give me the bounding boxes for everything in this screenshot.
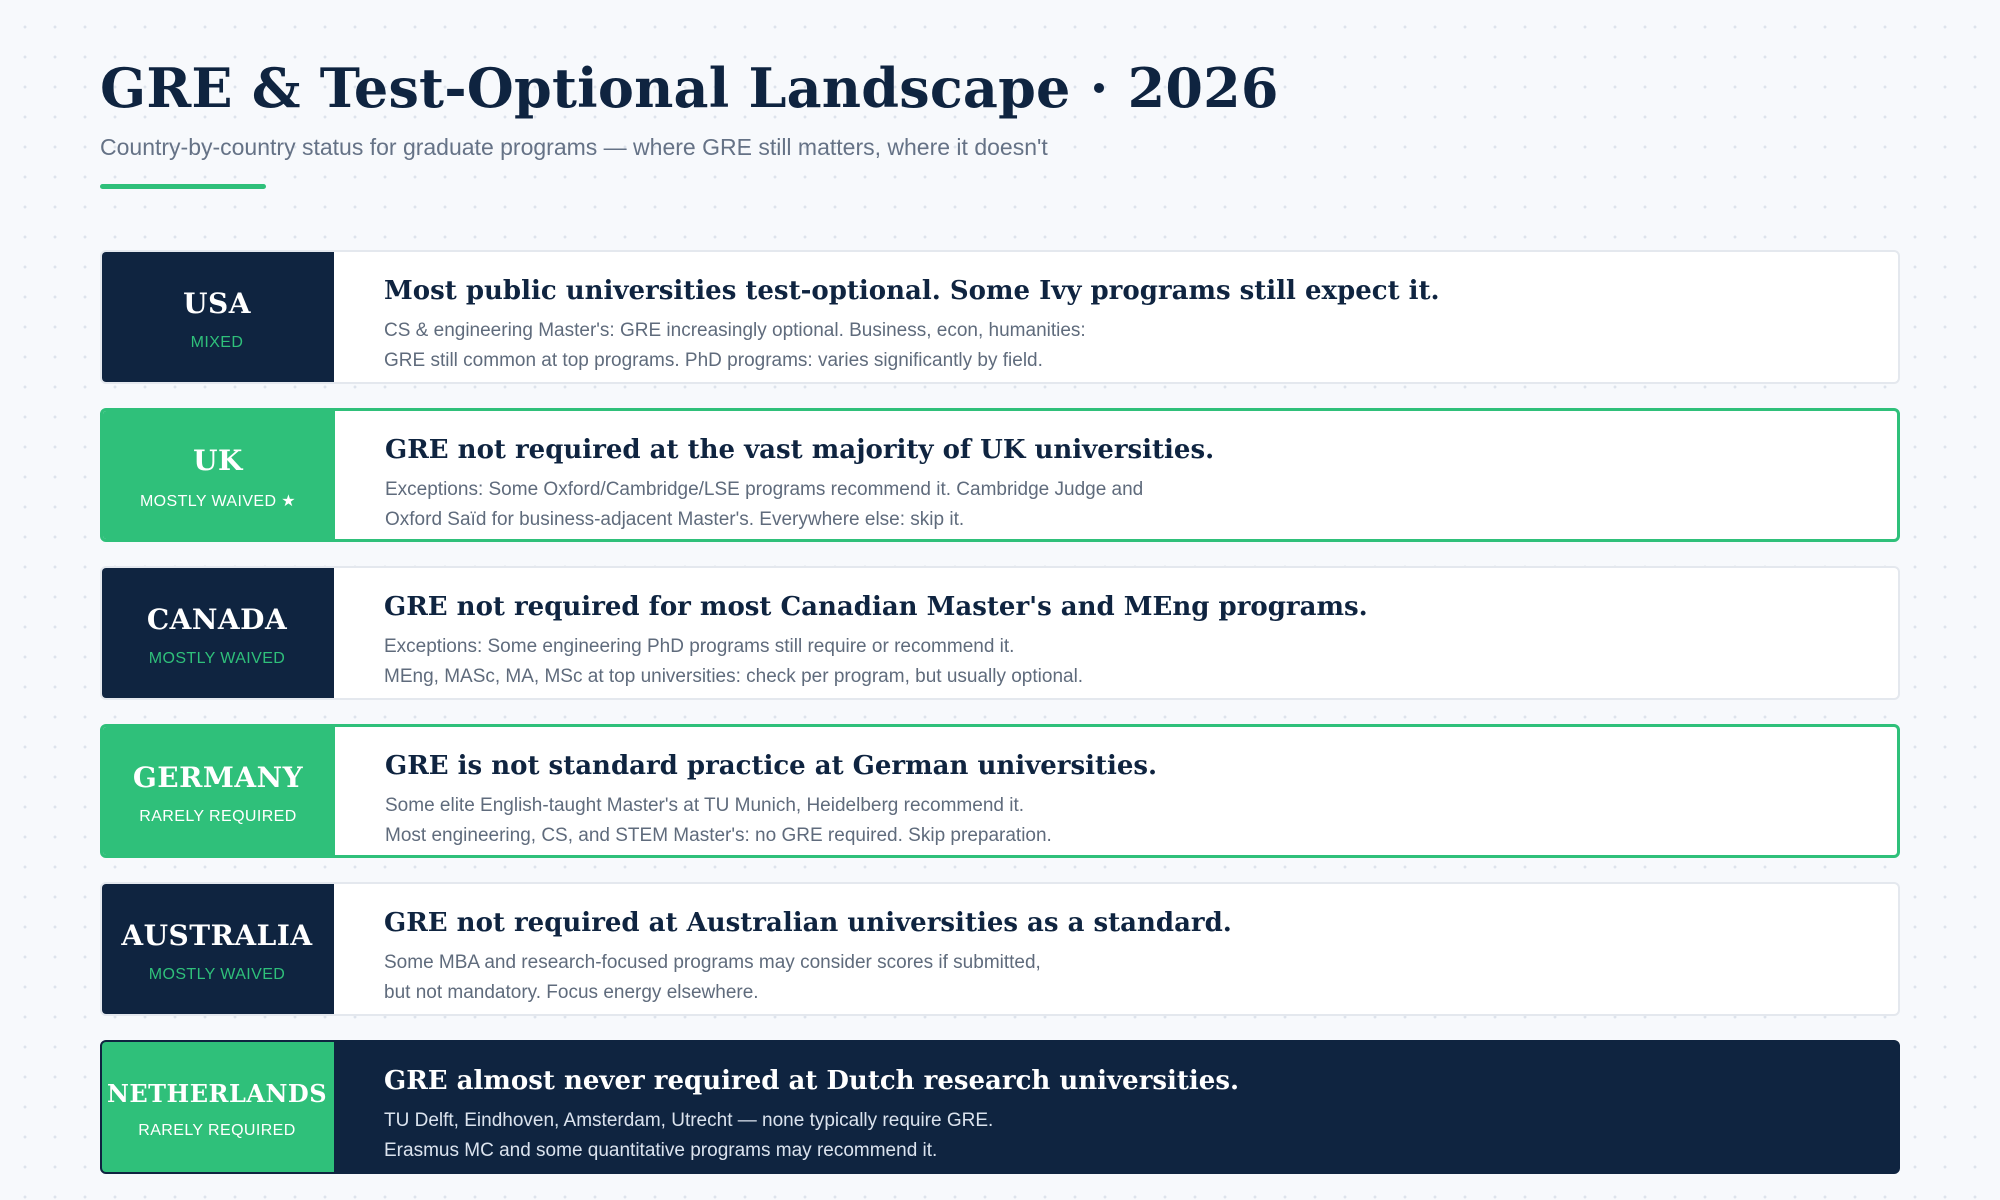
country-detail [384,948,1898,1008]
country-headline: GRE is not standard practice at German universities. [385,751,1158,781]
country-status: RARELY REQUIRED [139,807,297,825]
country-badge [101,725,335,857]
country-row-netherlands [100,1040,1900,1174]
country-status: MOSTLY WAIVED ★ [139,492,297,510]
country-badge [101,409,335,541]
detail-line: MEng, MASc, MA, MSc at top universities: check per program, but usually optional. [384,666,1084,687]
detail-line: GRE still common at top programs. PhD programs: varies significantly by field. [384,350,1043,371]
country-row-australia [100,882,1900,1016]
detail-line: Erasmus MC and some quantitative programs may recommend it. [384,1140,938,1161]
country-row-canada [100,566,1900,700]
country-detail [385,475,1897,535]
country-badge [100,882,334,1016]
detail-line: Most engineering, CS, and STEM Master's: no GRE required. Skip preparation. [385,825,1052,846]
country-status: MOSTLY WAIVED [148,965,286,983]
country-headline: GRE not required at Australian universities as a standard. [384,908,1232,938]
country-detail [384,316,1898,376]
country-content [335,727,1897,855]
country-name: GERMANY [132,760,304,794]
country-name: AUSTRALIA [121,918,313,952]
country-content [334,1042,1898,1172]
detail-line: Exceptions: Some engineering PhD programs still require or recommend it. [384,636,1015,657]
country-name: UK [193,443,243,477]
country-row-usa [100,250,1900,384]
country-headline: GRE not required at the vast majority of UK universities. [385,435,1215,465]
country-content [335,411,1897,539]
country-name: USA [183,286,251,320]
country-name: CANADA [146,602,288,636]
country-badge [100,566,334,700]
country-row-uk [100,408,1900,542]
country-content [334,568,1898,698]
country-detail [384,1106,1898,1166]
country-name: NETHERLANDS [106,1078,328,1108]
country-list [100,250,1900,1198]
country-headline: Most public universities test-optional. Some Ivy programs still expect it. [384,276,1440,306]
country-badge [100,1040,334,1174]
country-status: MOSTLY WAIVED [148,649,286,667]
detail-line: Oxford Saïd for business-adjacent Master's. Everywhere else: skip it. [385,509,965,530]
detail-line: but not mandatory. Focus energy elsewhere. [384,982,759,1003]
country-detail [384,632,1898,692]
country-status: RARELY REQUIRED [138,1121,296,1139]
detail-line: CS & engineering Master's: GRE increasingly optional. Business, econ, humanities: [384,320,1086,341]
country-content [334,252,1898,382]
country-badge [100,250,334,384]
detail-line: Some MBA and research-focused programs may consider scores if submitted, [384,952,1041,973]
detail-line: Some elite English-taught Master's at TU Munich, Heidelberg recommend it. [385,795,1025,816]
country-headline: GRE almost never required at Dutch research universities. [384,1066,1240,1096]
country-content [334,884,1898,1014]
title-accent-bar [100,184,266,189]
page-subtitle: Country-by-country status for graduate programs — where GRE still matters, where it doesn't [100,134,1048,160]
country-row-germany [100,724,1900,858]
country-detail [385,791,1897,851]
detail-line: TU Delft, Eindhoven, Amsterdam, Utrecht — none typically require GRE. [384,1110,994,1131]
country-status: MIXED [190,333,244,351]
detail-line: Exceptions: Some Oxford/Cambridge/LSE programs recommend it. Cambridge Judge and [385,479,1144,500]
country-headline: GRE not required for most Canadian Master's and MEng programs. [384,592,1368,622]
page-title: GRE & Test-Optional Landscape · 2026 [100,56,1279,120]
